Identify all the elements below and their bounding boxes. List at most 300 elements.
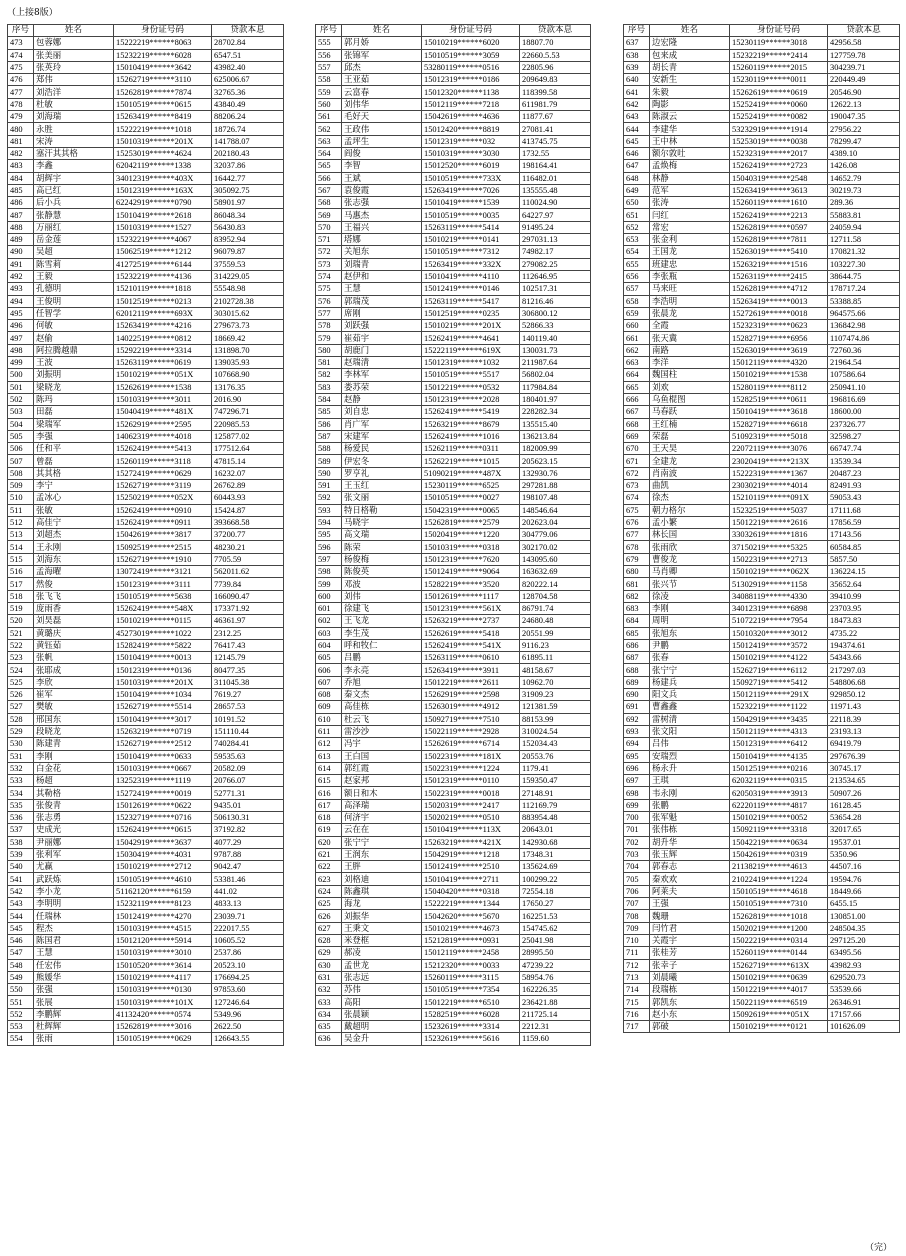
borrower-name: 曹俊龙 xyxy=(650,553,730,565)
borrower-name: 闫竹君 xyxy=(650,922,730,934)
id-number: 15022119******6519 xyxy=(730,996,828,1008)
loan-amount: 12622.13 xyxy=(828,98,900,110)
loan-amount: 194374.61 xyxy=(828,639,900,651)
id-number: 15282219******3520 xyxy=(422,578,520,590)
borrower-name: 张锦军 xyxy=(342,49,422,61)
row-index: 545 xyxy=(8,922,34,934)
row-index: 685 xyxy=(624,627,650,639)
borrower-name: 王红楠 xyxy=(650,418,730,430)
loan-amount: 112646.95 xyxy=(520,270,591,282)
row-index: 606 xyxy=(316,664,342,676)
loan-amount: 2537.86 xyxy=(212,947,284,959)
loan-amount: 177512.64 xyxy=(212,443,284,455)
table-row xyxy=(316,455,591,467)
row-index: 599 xyxy=(316,578,342,590)
row-index: 653 xyxy=(624,234,650,246)
id-number: 15012519******0216 xyxy=(730,762,828,774)
row-index: 715 xyxy=(624,996,650,1008)
loan-amount: 54343.66 xyxy=(828,652,900,664)
borrower-name: 吕鹏 xyxy=(342,652,422,664)
table-row xyxy=(8,701,284,713)
table-row xyxy=(316,996,591,1008)
loan-amount: 55883.81 xyxy=(828,209,900,221)
loan-amount: 11877.67 xyxy=(520,111,591,123)
borrower-name: 任宏伟 xyxy=(34,959,114,971)
table-row xyxy=(316,910,591,922)
borrower-name: 李建华 xyxy=(650,123,730,135)
id-number: 15260119******3115 xyxy=(422,971,520,983)
loan-amount: 43982.93 xyxy=(828,959,900,971)
row-index: 647 xyxy=(624,160,650,172)
loan-amount: 297031.13 xyxy=(520,234,591,246)
borrower-name: 王飞龙 xyxy=(342,615,422,627)
row-index: 527 xyxy=(8,701,34,713)
id-number: 15012420******8819 xyxy=(422,123,520,135)
borrower-name: 孟坪生 xyxy=(342,135,422,147)
id-number: 15262619******6714 xyxy=(422,738,520,750)
row-index: 524 xyxy=(8,664,34,676)
borrower-name: 王政伟 xyxy=(342,123,422,135)
id-number: 15263219******1516 xyxy=(730,258,828,270)
table-row xyxy=(316,492,591,504)
loan-amount: 747296.71 xyxy=(212,406,284,418)
id-number: 15232319******0623 xyxy=(730,320,828,332)
table-row xyxy=(8,369,284,381)
row-index: 674 xyxy=(624,492,650,504)
row-index: 648 xyxy=(624,172,650,184)
loan-amount: 10605.52 xyxy=(212,934,284,946)
borrower-name: 林静 xyxy=(650,172,730,184)
row-index: 622 xyxy=(316,861,342,873)
row-index: 692 xyxy=(624,713,650,725)
id-number: 15092719******7510 xyxy=(422,713,520,725)
borrower-name: 雷树清 xyxy=(650,713,730,725)
end-mark: （完） xyxy=(864,1243,892,1253)
borrower-name: 张静慧 xyxy=(34,209,114,221)
table-row xyxy=(8,848,284,860)
table-row xyxy=(316,295,591,307)
id-number: 15262419******1016 xyxy=(422,430,520,442)
loan-amount: 125877.02 xyxy=(212,430,284,442)
row-index: 539 xyxy=(8,848,34,860)
row-index: 548 xyxy=(8,959,34,971)
table-row xyxy=(624,910,900,922)
table-row xyxy=(8,836,284,848)
table-row xyxy=(624,172,900,184)
row-index: 517 xyxy=(8,578,34,590)
row-index: 605 xyxy=(316,652,342,664)
table-row xyxy=(8,971,284,983)
row-index: 556 xyxy=(316,49,342,61)
loan-amount: 107668.90 xyxy=(212,369,284,381)
row-index: 496 xyxy=(8,320,34,332)
borrower-name: 包蓉娜 xyxy=(34,37,114,49)
table-row xyxy=(8,418,284,430)
loan-amount: 4389.10 xyxy=(828,147,900,159)
loan-amount: 60584.85 xyxy=(828,541,900,553)
id-number: 15262819******1018 xyxy=(730,910,828,922)
table-row xyxy=(316,750,591,762)
row-index: 682 xyxy=(624,590,650,602)
borrower-name: 张美丽 xyxy=(34,49,114,61)
id-number: 15272419******0019 xyxy=(114,787,212,799)
id-number: 15010519******4618 xyxy=(730,885,828,897)
table-row xyxy=(316,320,591,332)
id-number: 15010319******4515 xyxy=(114,922,212,934)
borrower-name: 李永亮 xyxy=(342,664,422,676)
table-row xyxy=(8,1021,284,1033)
loan-amount: 22118.39 xyxy=(828,713,900,725)
id-number: 15010219******0052 xyxy=(730,812,828,824)
id-number: 15263219******0719 xyxy=(114,725,212,737)
borrower-name: 后小兵 xyxy=(34,197,114,209)
borrower-name: 陈雪莉 xyxy=(34,258,114,270)
loan-amount: 4833.13 xyxy=(212,898,284,910)
id-number: 15262619******1538 xyxy=(114,381,212,393)
table-row xyxy=(8,135,284,147)
id-number: 53232919******1914 xyxy=(730,123,828,135)
borrower-name: 胡长青 xyxy=(650,61,730,73)
borrower-name: 尹鹏 xyxy=(650,639,730,651)
borrower-name: 高文瑞 xyxy=(342,529,422,541)
loan-amount: 182009.99 xyxy=(520,443,591,455)
row-index: 664 xyxy=(624,369,650,381)
id-number: 15012320******1138 xyxy=(422,86,520,98)
borrower-name: 张利军 xyxy=(34,848,114,860)
loan-amount: 58954.76 xyxy=(520,971,591,983)
loan-amount: 162226.35 xyxy=(520,984,591,996)
table-row xyxy=(8,947,284,959)
borrower-name: 赵瑞清 xyxy=(342,357,422,369)
borrower-name: 张幸子 xyxy=(650,959,730,971)
borrower-name: 郭瑞茂 xyxy=(342,295,422,307)
borrower-name: 塞汗其其格 xyxy=(34,147,114,159)
row-index: 628 xyxy=(316,934,342,946)
id-number: 15262919******2598 xyxy=(422,689,520,701)
borrower-name: 马来旺 xyxy=(650,283,730,295)
row-index: 626 xyxy=(316,910,342,922)
id-number: 15232219******2414 xyxy=(730,49,828,61)
row-index: 694 xyxy=(624,738,650,750)
row-index: 655 xyxy=(624,258,650,270)
loan-amount: 27148.91 xyxy=(520,787,591,799)
table-row xyxy=(8,689,284,701)
id-number: 15042620******5670 xyxy=(422,910,520,922)
row-index: 478 xyxy=(8,98,34,110)
row-index: 500 xyxy=(8,369,34,381)
loan-amount: 7739.84 xyxy=(212,578,284,590)
id-number: 15262819******4712 xyxy=(730,283,828,295)
loan-amount: 237326.77 xyxy=(828,418,900,430)
id-number: 15010519******0629 xyxy=(114,1033,212,1045)
borrower-name: 范军 xyxy=(650,184,730,196)
table-row xyxy=(624,504,900,516)
loan-amount: 21964.54 xyxy=(828,357,900,369)
id-number: 15010519******7354 xyxy=(422,984,520,996)
id-number: 15260119******3118 xyxy=(114,455,212,467)
id-number: 15232519******5037 xyxy=(730,504,828,516)
borrower-name: 朝力格尔 xyxy=(650,504,730,516)
table-row xyxy=(316,602,591,614)
loan-amount: 304239.71 xyxy=(828,61,900,73)
id-number: 15012219******2616 xyxy=(730,516,828,528)
table-row xyxy=(624,221,900,233)
borrower-name: 刘瑞青 xyxy=(342,258,422,270)
loan-amount: 18473.83 xyxy=(828,615,900,627)
table-row xyxy=(624,111,900,123)
id-number: 15260119******1610 xyxy=(730,197,828,209)
loan-amount: 289.36 xyxy=(828,197,900,209)
table-row xyxy=(624,135,900,147)
loan-amount: 16442.77 xyxy=(212,172,284,184)
row-index: 681 xyxy=(624,578,650,590)
row-index: 704 xyxy=(624,861,650,873)
loan-amount: 130851.00 xyxy=(828,910,900,922)
table-row xyxy=(316,479,591,491)
loan-amount: 86048.34 xyxy=(212,209,284,221)
id-number: 15262419******5413 xyxy=(114,443,212,455)
row-index: 636 xyxy=(316,1033,342,1045)
loan-amount: 7619.27 xyxy=(212,689,284,701)
id-number: 15020219******1200 xyxy=(730,922,828,934)
loan-amount: 629520.73 xyxy=(828,971,900,983)
loan-amount: 305092.75 xyxy=(212,184,284,196)
loan-amount: 35652.64 xyxy=(828,578,900,590)
borrower-name: 李张瓶 xyxy=(650,270,730,282)
loan-amount: 52771.31 xyxy=(212,787,284,799)
loan-amount: 1179.41 xyxy=(520,762,591,774)
id-number: 15010319******3011 xyxy=(114,393,212,405)
table-row xyxy=(624,209,900,221)
borrower-name: 杨建兵 xyxy=(650,676,730,688)
id-number: 15263019******4912 xyxy=(422,701,520,713)
row-index: 716 xyxy=(624,1008,650,1020)
row-index: 516 xyxy=(8,566,34,578)
row-index: 637 xyxy=(624,37,650,49)
row-index: 666 xyxy=(624,393,650,405)
row-index: 585 xyxy=(316,406,342,418)
id-number: 62220119******4817 xyxy=(730,799,828,811)
borrower-name: 郭破 xyxy=(650,1021,730,1033)
loan-amount: 20487.23 xyxy=(828,467,900,479)
row-index: 512 xyxy=(8,516,34,528)
table-row xyxy=(316,578,591,590)
table-row xyxy=(624,406,900,418)
row-index: 697 xyxy=(624,775,650,787)
col-header-amount: 贷款本息 xyxy=(828,25,900,37)
col-header-index: 序号 xyxy=(316,25,342,37)
table-row xyxy=(8,652,284,664)
table-row xyxy=(624,492,900,504)
table-row xyxy=(8,516,284,528)
table-row xyxy=(624,541,900,553)
loan-amount: 55548.98 xyxy=(212,283,284,295)
borrower-name: 武跃炼 xyxy=(34,873,114,885)
col-header-id: 身份证号码 xyxy=(114,25,212,37)
table-row xyxy=(624,750,900,762)
borrower-name: 全建龙 xyxy=(650,455,730,467)
row-index: 665 xyxy=(624,381,650,393)
borrower-name: 然俊 xyxy=(34,578,114,590)
loan-amount: 43982.40 xyxy=(212,61,284,73)
table-row xyxy=(624,971,900,983)
loan-amount: 9435.01 xyxy=(212,799,284,811)
id-number: 62032119******0315 xyxy=(730,775,828,787)
row-index: 662 xyxy=(624,344,650,356)
row-index: 515 xyxy=(8,553,34,565)
id-number: 15022219******0314 xyxy=(730,934,828,946)
table-row xyxy=(624,295,900,307)
row-index: 701 xyxy=(624,824,650,836)
row-index: 508 xyxy=(8,467,34,479)
borrower-name: 孟海曜 xyxy=(34,566,114,578)
loan-amount: 196816.69 xyxy=(828,393,900,405)
loan-amount: 46361.97 xyxy=(212,615,284,627)
table-row xyxy=(624,1021,900,1033)
table-row xyxy=(8,49,284,61)
loan-amount: 228282.34 xyxy=(520,406,591,418)
id-number: 15262419******2213 xyxy=(730,209,828,221)
id-number: 15010520******3614 xyxy=(114,959,212,971)
table-row xyxy=(624,762,900,774)
id-number: 15030419******4031 xyxy=(114,848,212,860)
row-index: 610 xyxy=(316,713,342,725)
borrower-name: 高佳栋 xyxy=(342,701,422,713)
loan-amount: 441.02 xyxy=(212,885,284,897)
id-number: 15012219******6510 xyxy=(422,996,520,1008)
table-row xyxy=(624,61,900,73)
id-number: 15262419******5419 xyxy=(422,406,520,418)
loan-amount: 163632.69 xyxy=(520,566,591,578)
table-row xyxy=(316,307,591,319)
loan-amount: 314229.05 xyxy=(212,270,284,282)
table-row xyxy=(8,922,284,934)
id-number: 15010419******3642 xyxy=(114,61,212,73)
col-header-name: 姓名 xyxy=(342,25,422,37)
borrower-name: 黄璐庆 xyxy=(34,627,114,639)
table-row xyxy=(8,37,284,49)
borrower-name: 赵偷 xyxy=(34,332,114,344)
table-row xyxy=(8,283,284,295)
borrower-name: 常宏 xyxy=(650,221,730,233)
row-index: 583 xyxy=(316,381,342,393)
table-row xyxy=(316,160,591,172)
id-number: 15010419******3618 xyxy=(730,406,828,418)
table-row xyxy=(316,959,591,971)
row-index: 518 xyxy=(8,590,34,602)
id-number: 15262419******0910 xyxy=(114,504,212,516)
id-number: 15012219******4017 xyxy=(730,984,828,996)
id-number: 45273019******1022 xyxy=(114,627,212,639)
borrower-name: 杜辉辉 xyxy=(34,1021,114,1033)
loan-amount: 10191.52 xyxy=(212,713,284,725)
loan-amount: 297676.39 xyxy=(828,750,900,762)
row-index: 492 xyxy=(8,270,34,282)
borrower-name: 岳金莲 xyxy=(34,234,114,246)
borrower-name: 杨爱民 xyxy=(342,443,422,455)
borrower-name: 任瑞林 xyxy=(34,910,114,922)
loan-amount: 9787.88 xyxy=(212,848,284,860)
id-number: 15222219******1344 xyxy=(422,898,520,910)
loan-amount: 202623.04 xyxy=(520,516,591,528)
id-number: 15263419******8419 xyxy=(114,111,212,123)
table-row xyxy=(624,332,900,344)
table-row xyxy=(8,713,284,725)
borrower-name: 徐凌 xyxy=(650,590,730,602)
loan-amount: 148546.64 xyxy=(520,504,591,516)
borrower-name: 王润东 xyxy=(342,848,422,860)
row-index: 501 xyxy=(8,381,34,393)
table-row xyxy=(316,184,591,196)
row-index: 514 xyxy=(8,541,34,553)
borrower-name: 安新生 xyxy=(650,74,730,86)
loan-amount: 16232.07 xyxy=(212,467,284,479)
borrower-name: 张志勇 xyxy=(34,812,114,824)
id-number: 15263419******7026 xyxy=(422,184,520,196)
borrower-name: 朱毅 xyxy=(650,86,730,98)
row-index: 683 xyxy=(624,602,650,614)
borrower-name: 张耶成 xyxy=(34,664,114,676)
row-index: 687 xyxy=(624,652,650,664)
loan-amount: 209649.83 xyxy=(520,74,591,86)
id-number: 15010519******4610 xyxy=(114,873,212,885)
id-number: 15232119******8123 xyxy=(114,898,212,910)
table-row xyxy=(316,553,591,565)
row-index: 584 xyxy=(316,393,342,405)
borrower-name: 王秉文 xyxy=(342,922,422,934)
id-number: 33032619******1816 xyxy=(730,529,828,541)
borrower-name: 刘昊磊 xyxy=(34,615,114,627)
borrower-name: 荣磊 xyxy=(650,430,730,442)
row-index: 592 xyxy=(316,492,342,504)
row-index: 547 xyxy=(8,947,34,959)
row-index: 493 xyxy=(8,283,34,295)
loan-amount: 13539.34 xyxy=(828,455,900,467)
table-row xyxy=(624,184,900,196)
loan-amount: 22660.5.53 xyxy=(520,49,591,61)
col-header-amount: 贷款本息 xyxy=(212,25,284,37)
row-index: 576 xyxy=(316,295,342,307)
table-row xyxy=(316,393,591,405)
id-number: 15010519******7312 xyxy=(422,246,520,258)
table-row xyxy=(316,799,591,811)
id-number: 15262719******3110 xyxy=(114,74,212,86)
borrower-name: 刘晨曦 xyxy=(650,971,730,983)
id-number: 62012119******693X xyxy=(114,307,212,319)
table-row xyxy=(624,627,900,639)
id-number: 15262419******4641 xyxy=(422,332,520,344)
continued-from-note: （上接8版） xyxy=(7,8,58,18)
row-index: 521 xyxy=(8,627,34,639)
loan-amount: 190047.35 xyxy=(828,111,900,123)
id-number: 41272519******6144 xyxy=(114,258,212,270)
row-index: 680 xyxy=(624,566,650,578)
table-header-row xyxy=(316,25,591,37)
table-row xyxy=(624,713,900,725)
borrower-name: 陈荣 xyxy=(342,541,422,553)
id-number: 15262719******2512 xyxy=(114,738,212,750)
table-row xyxy=(8,725,284,737)
borrower-name: 李洋 xyxy=(650,357,730,369)
row-index: 630 xyxy=(316,959,342,971)
table-row xyxy=(8,996,284,1008)
borrower-name: 杨永升 xyxy=(650,762,730,774)
table-header-row xyxy=(624,25,900,37)
table-row xyxy=(624,270,900,282)
table-row xyxy=(624,307,900,319)
table-row xyxy=(8,258,284,270)
row-index: 536 xyxy=(8,812,34,824)
